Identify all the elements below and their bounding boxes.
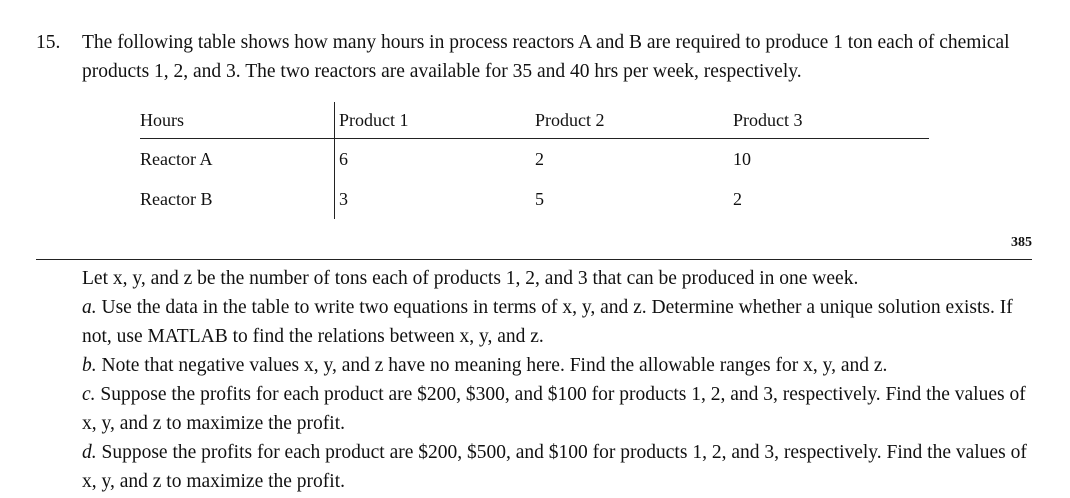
part-b-label: b. [82, 355, 97, 376]
problem-number: 15. [36, 32, 61, 53]
reactor-hours-table [140, 102, 929, 219]
cell-reactor-b-product-1: 3 [335, 179, 536, 219]
page-divider [36, 259, 1032, 260]
row-label-reactor-b: Reactor B [140, 188, 213, 209]
row-label-reactor-a: Reactor A [140, 148, 213, 169]
cell-reactor-b-product-3: 2 [733, 188, 742, 209]
part-a-label: a. [82, 297, 97, 318]
part-d-label: d. [82, 442, 97, 463]
problem-parts [82, 264, 1042, 496]
cell-reactor-b-product-2: 5 [535, 188, 544, 209]
part-b [82, 351, 1042, 380]
part-c-text: Suppose the profits for each product are $200, $300, and $100 for products 1, 2, and 3, respectively. Find the values of x, y, and z to maximize the profit. [82, 384, 1026, 434]
part-c [82, 380, 1042, 438]
part-c-label: c. [82, 384, 96, 405]
table-row [140, 179, 929, 219]
cell-reactor-a-product-2: 2 [535, 148, 544, 169]
parts-intro: Let x, y, and z be the number of tons each of products 1, 2, and 3 that can be produced in one week. [82, 268, 859, 289]
header-product-2: Product 2 [535, 102, 733, 139]
part-d-text: Suppose the profits for each product are $200, $500, and $100 for products 1, 2, and 3, respectively. Find the values of x, y, and z to maximize the profit. [82, 442, 1027, 492]
part-d [82, 438, 1042, 496]
cell-reactor-a-product-3: 10 [733, 148, 751, 169]
problem-statement-block [36, 28, 1046, 86]
page-number: 385 [1011, 235, 1032, 250]
table-row [140, 139, 929, 180]
part-a [82, 293, 1042, 351]
part-a-text: Use the data in the table to write two equations in terms of x, y, and z. Determine whether a unique solution exists. If not, use MATLAB to find the relations between x, y, and z. [82, 297, 1013, 347]
header-product-1: Product 1 [335, 102, 536, 139]
header-product-3: Product 3 [733, 102, 929, 139]
problem-statement: The following table shows how many hours in process reactors A and B are required to produce 1 ton each of chemical products 1, 2, and 3. The two reactors are available for 35 and 40 hrs per week, respectively. [82, 32, 1010, 82]
part-b-text: Note that negative values x, y, and z have no meaning here. Find the allowable ranges for x, y, and z. [101, 355, 888, 376]
cell-reactor-a-product-1: 6 [335, 139, 536, 180]
header-hours: Hours [140, 102, 335, 139]
table-header-row [140, 102, 929, 139]
